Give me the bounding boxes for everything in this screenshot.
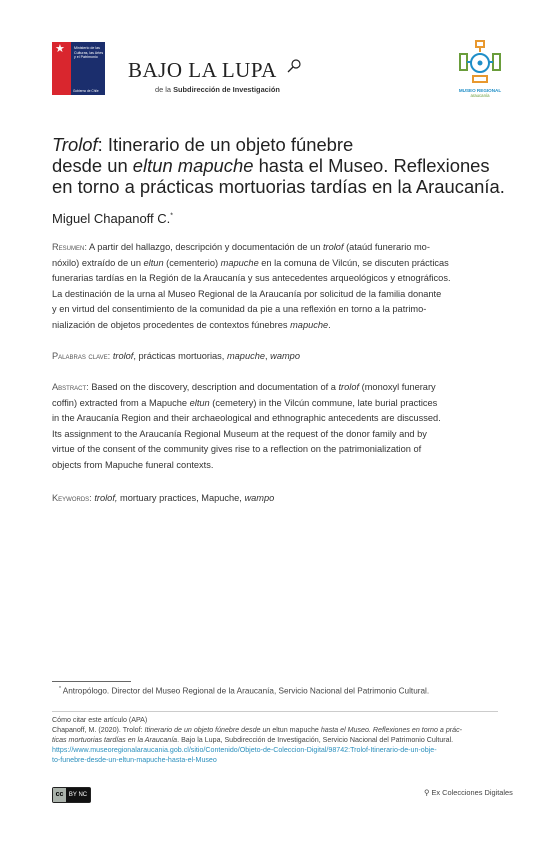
text-run: funerarias tardías en la Región de la Araucanía y sus antecedentes arqueológicos y etnográficos.	[52, 273, 451, 284]
palabras-clave-paragraph	[52, 349, 498, 365]
citation-line	[52, 735, 502, 745]
text-run: y en virtud del consentimiento de la comunidad da pie a una reflexión en torno a la patrimo-	[52, 304, 427, 315]
museum-city: araucanía	[470, 93, 490, 98]
brand-sub-prefix: de la	[155, 85, 172, 94]
gobierno-logo	[52, 42, 105, 95]
citation-url-line[interactable]: to-funebre-desde-un-eltun-mapuche-hasta-el-Museo	[52, 756, 217, 765]
gov-logo-text: Ministerio de las Culturas, las Artes y el Patrimonio	[74, 46, 104, 60]
resumen-line	[52, 271, 498, 287]
text-run: ,	[265, 351, 271, 361]
text-run: objects from Mapuche funeral contexts.	[52, 459, 214, 470]
italic-term: eltun	[189, 397, 210, 408]
citation-heading: Cómo citar este artículo (APA)	[52, 716, 148, 724]
italic-term: mapuche	[290, 319, 329, 330]
resumen-label: Resumen:	[52, 242, 87, 252]
italic-term: trolof	[338, 382, 360, 392]
creative-commons-license-icon[interactable]	[52, 787, 91, 812]
abstract-line	[52, 458, 498, 474]
text-run: .	[328, 319, 331, 330]
colecciones-prefix: Ex	[431, 788, 441, 797]
palabras-clave-label: Palabras clave:	[52, 351, 111, 361]
italic-term: Trolof	[52, 134, 98, 155]
footnote-divider	[52, 681, 131, 682]
italic-term: wampo	[270, 351, 300, 361]
text-run: (monoxyl funerary	[359, 382, 436, 392]
citation-text	[52, 725, 502, 745]
footnote-mark: *	[59, 686, 61, 692]
brand-title: BAJO LA LUPA	[128, 58, 277, 82]
citation-line	[52, 725, 502, 735]
italic-term: trolof	[322, 242, 344, 252]
italic-term: wampo	[244, 493, 275, 503]
cc-icon: cc	[53, 788, 66, 802]
italic-term: trolof	[112, 351, 134, 361]
resumen-line	[52, 302, 498, 318]
resumen-line	[52, 256, 498, 272]
text-run: coffin) extracted from a Mapuche	[52, 397, 190, 408]
abstract-line	[52, 442, 498, 458]
italic-term: Itinerario de un objeto fúnebre desde un	[144, 726, 273, 734]
colecciones-text: Colecciones Digitales	[442, 788, 513, 797]
resumen-line	[52, 318, 498, 334]
text-run: nóxilo) extraído de un	[52, 257, 144, 268]
keywords-paragraph	[52, 491, 498, 507]
footnote-text: Antropólogo. Director del Museo Regional de la Araucanía, Servicio Nacional del Patrimonio Cultural.	[60, 686, 430, 696]
text-run: (cemetery) in the Vilcún commune, late burial practices	[209, 397, 438, 408]
citation-link[interactable]	[52, 745, 502, 765]
gov-logo-footer: Gobierno de Chile	[73, 89, 99, 93]
palabras-clave-line	[52, 349, 498, 365]
text-run: hasta el Museo. Reflexiones	[253, 155, 490, 176]
magnifier-small-icon: ⚲	[424, 788, 430, 797]
text-run: en la comuna de Vilcún, se discuten prácticas	[258, 257, 449, 268]
abstract-line	[52, 427, 498, 443]
author-footnote-mark: *	[170, 212, 174, 220]
title-line	[52, 176, 505, 197]
abstract-line	[52, 380, 498, 396]
text-run: (cementerio)	[163, 257, 221, 268]
star-icon: ★	[55, 43, 65, 55]
resumen-paragraph	[52, 240, 498, 334]
text-run: desde un	[52, 155, 133, 176]
text-run: virtue of the consent of the community gives rise to a reflection on the patrimonialization of	[52, 444, 422, 455]
text-run: in the Araucanía Region and their archaeological and ethnographic antecedents are discussed.	[52, 413, 441, 424]
abstract-paragraph	[52, 380, 498, 474]
abstract-line	[52, 411, 498, 427]
italic-term: hasta el Museo. Reflexiones en torno a prác-	[320, 726, 462, 734]
title-line	[52, 134, 502, 155]
author	[52, 211, 173, 226]
text-run: nialización de objetos procedentes de contextos fúnebres	[52, 319, 291, 330]
text-run: , prácticas mortuorias,	[133, 351, 227, 361]
text-run: en torno a prácticas mortuorias tardías en la Araucanía.	[52, 176, 505, 197]
text-run: La destinación de la urna al Museo Regional de la Araucanía por solicitud de la familia donante	[52, 288, 442, 299]
museum-name: MUSEO REGIONAL	[458, 88, 502, 93]
text-run: : Itinerario de un objeto fúnebre	[97, 134, 354, 155]
text-run: eltun mapuche	[272, 726, 321, 734]
brand-subtitle	[155, 85, 280, 94]
italic-term: mapuche	[220, 257, 259, 268]
text-run: (ataúd funerario mo-	[343, 242, 430, 252]
citation-divider	[52, 711, 498, 712]
text-run: mortuary practices, Mapuche,	[117, 493, 245, 503]
license-terms: BY NC SA	[66, 788, 90, 802]
italic-term: eltun mapuche	[132, 155, 254, 176]
colecciones-digitales-label	[424, 788, 513, 797]
brand-sub-bold: Subdirección de Investigación	[173, 85, 280, 94]
text-run: A partir del hallazgo, descripción y documentación de un	[86, 242, 323, 252]
keywords-line	[52, 491, 498, 507]
resumen-line	[52, 287, 498, 303]
italic-term: trolof,	[94, 493, 118, 503]
italic-term: ticas mortuorias tardías en la Araucanía	[52, 736, 178, 745]
abstract-label: Abstract:	[52, 382, 89, 392]
text-run: Based on the discovery, description and documentation of a	[88, 382, 339, 392]
keywords-label: Keywords:	[52, 493, 92, 503]
italic-term: mapuche	[226, 351, 266, 361]
title-line	[52, 155, 502, 176]
footnote	[59, 686, 429, 696]
museo-regional-logo-icon	[455, 40, 505, 86]
italic-term: eltun	[143, 257, 164, 268]
text-run: Its assignment to the Araucanía Regional Museum at the request of the donor family and by	[52, 428, 427, 439]
resumen-line	[52, 240, 498, 256]
author-name: Miguel Chapanoff C.	[52, 211, 171, 226]
citation-url-line[interactable]: https://www.museoregionalaraucania.gob.cl/sitio/Contenido/Objeto-de-Coleccion-Digital/98742:Trolof-Itinerario-de-un-obje-	[52, 746, 437, 754]
text-run: . Bajo la Lupa, Subdirección de Investigación, Servicio Nacional del Patrimonio Cultural.	[177, 736, 454, 745]
article-title	[52, 134, 505, 197]
text-run: Chapanoff, M. (2020). Trolof:	[52, 726, 145, 734]
abstract-line	[52, 396, 498, 412]
magnifier-icon	[285, 58, 303, 76]
